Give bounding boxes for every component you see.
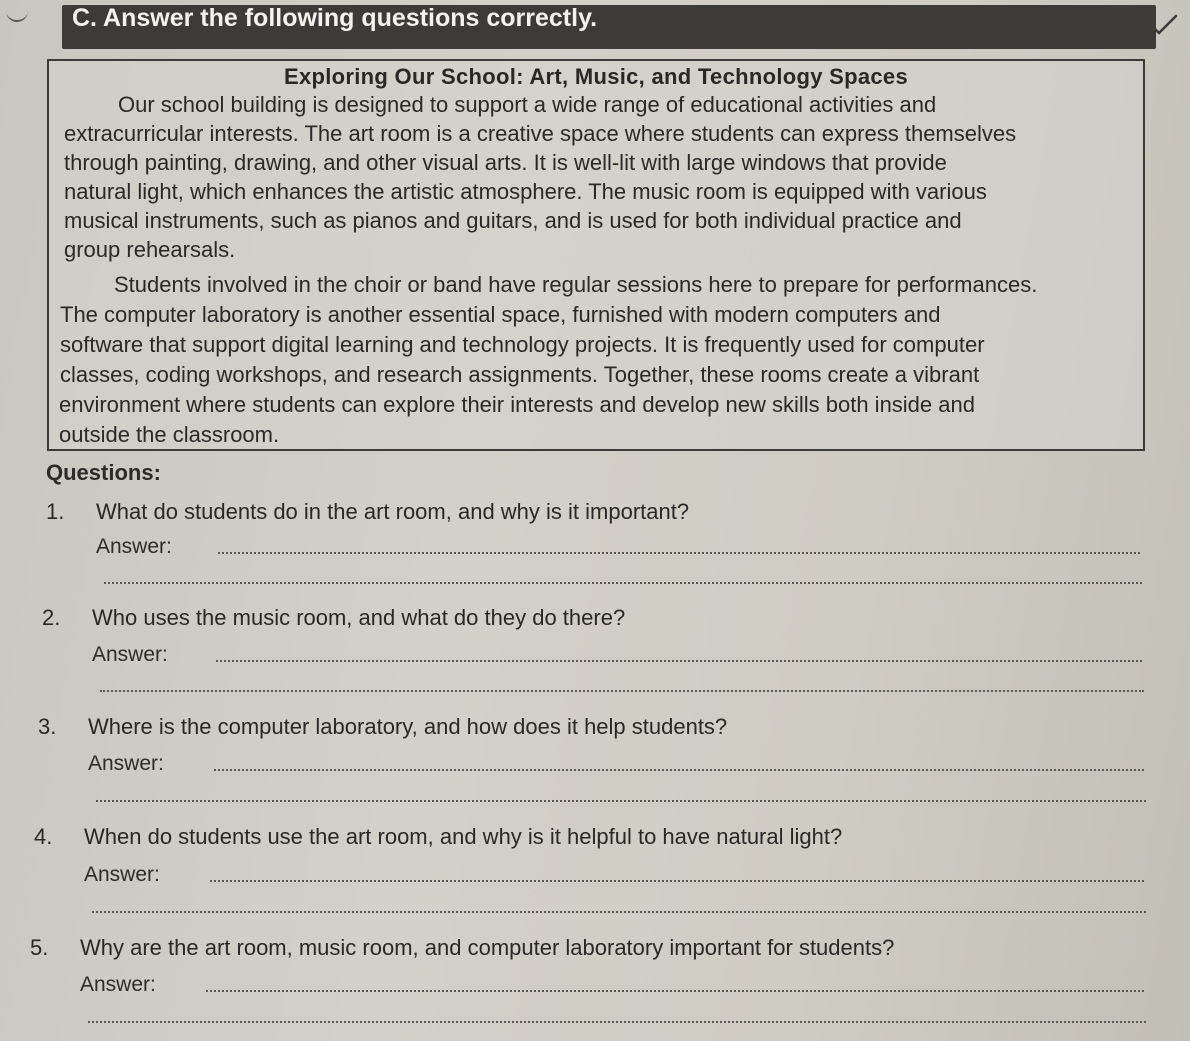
answer-line-2b[interactable] <box>100 690 1144 692</box>
section-heading: C. Answer the following questions correctly. <box>72 4 598 32</box>
answer-label: Answer: <box>88 752 164 775</box>
question-number: 2. <box>42 605 61 630</box>
passage-line: outside the classroom. <box>59 422 280 447</box>
passage-line: environment where students can explore their interests and develop new skills both inside and <box>59 392 975 417</box>
answer-line-1a[interactable] <box>218 552 1140 554</box>
answer-line-1b[interactable] <box>104 582 1142 584</box>
passage-line: The computer laboratory is another essential space, furnished with modern computers and <box>60 302 941 327</box>
question-number: 4. <box>34 824 53 849</box>
answer-label: Answer: <box>84 863 160 886</box>
question-text: When do students use the art room, and why is it helpful to have natural light? <box>84 824 843 849</box>
answer-line-4b[interactable] <box>92 911 1146 913</box>
answer-line-2a[interactable] <box>216 660 1142 662</box>
question-number: 3. <box>38 714 57 739</box>
question-number: 5. <box>30 935 49 960</box>
passage-title: Exploring Our School: Art, Music, and Technology Spaces <box>283 64 909 89</box>
passage-line: musical instruments, such as pianos and guitars, and is used for both individual practice and <box>64 208 962 233</box>
question-text: Who uses the music room, and what do they do there? <box>92 605 626 630</box>
answer-line-5a[interactable] <box>206 990 1144 992</box>
question-5 <box>30 935 894 961</box>
answer-label: Answer: <box>80 973 156 996</box>
passage-line: software that support digital learning and technology projects. It is frequently used for computer <box>60 332 985 357</box>
answer-label: Answer: <box>92 643 168 666</box>
passage-line: group rehearsals. <box>64 237 236 262</box>
passage-line: through painting, drawing, and other visual arts. It is well-lit with large windows that provide <box>64 150 947 175</box>
pen-mark <box>6 8 28 22</box>
answer-line-5b[interactable] <box>88 1021 1146 1023</box>
passage-line: extracurricular interests. The art room is a creative space where students can express themselves <box>64 121 1017 146</box>
question-text: What do students do in the art room, and why is it important? <box>96 499 690 524</box>
answer-line-3a[interactable] <box>214 769 1144 771</box>
answer-line-4a[interactable] <box>210 880 1144 882</box>
question-4 <box>34 824 842 850</box>
passage-line: natural light, which enhances the artistic atmosphere. The music room is equipped with various <box>64 179 987 204</box>
question-number: 1. <box>46 499 65 524</box>
questions-title: Questions: <box>46 460 161 485</box>
question-text: Why are the art room, music room, and computer laboratory important for students? <box>80 935 895 960</box>
passage-line: Students involved in the choir or band have regular sessions here to prepare for performances. <box>114 272 1038 297</box>
question-2 <box>42 605 625 631</box>
passage-line: Our school building is designed to support a wide range of educational activities and <box>118 92 937 117</box>
question-text: Where is the computer laboratory, and how does it help students? <box>88 714 728 739</box>
answer-label: Answer: <box>96 535 172 558</box>
answer-line-3b[interactable] <box>96 800 1146 802</box>
question-1 <box>46 499 689 525</box>
question-3 <box>38 714 727 740</box>
passage-line: classes, coding workshops, and research assignments. Together, these rooms create a vibrant <box>60 362 980 387</box>
